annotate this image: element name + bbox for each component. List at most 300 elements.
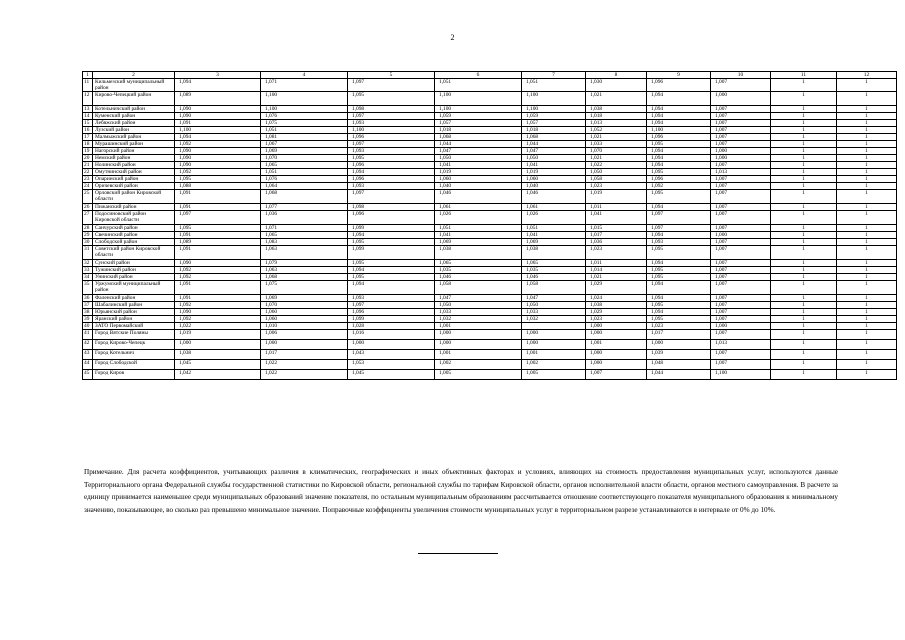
- table-row: [83, 330, 897, 340]
- separator-line: [418, 553, 498, 554]
- coefficient-cell: 1,046: [435, 190, 522, 204]
- coefficient-cell: 1,064: [261, 183, 348, 190]
- coefficient-cell: 1,070: [261, 155, 348, 162]
- coefficient-cell: 1,095: [647, 169, 711, 176]
- row-number-cell: 16: [83, 127, 93, 134]
- coefficient-cell: 1,057: [522, 120, 586, 127]
- coefficient-cell: 1: [771, 225, 837, 232]
- district-name-cell: Тужинский район: [93, 267, 175, 274]
- coefficient-cell: 1,052: [586, 127, 647, 134]
- coefficient-cell: 1,005: [522, 370, 586, 380]
- coefficient-cell: 1,007: [586, 370, 647, 380]
- coefficient-cell: 1,060: [522, 176, 586, 183]
- coefficient-cell: 1,095: [348, 239, 435, 246]
- coefficient-cell: 1,000: [711, 148, 771, 155]
- coefficient-cell: 1,007: [711, 211, 771, 225]
- coefficient-cell: 1: [837, 79, 897, 92]
- header-cell: 8: [586, 72, 647, 79]
- header-cell: 2: [93, 72, 175, 79]
- coefficient-cell: 1,043: [348, 350, 435, 360]
- coefficient-cell: 1,001: [435, 323, 522, 330]
- coefficient-cell: 1,061: [522, 204, 586, 211]
- district-name-cell: Уржумский муниципальный район: [93, 281, 175, 295]
- table-row: [83, 176, 897, 183]
- coefficient-cell: 1,090: [175, 148, 261, 155]
- table-body: [83, 72, 897, 380]
- coefficient-cell: 1,000: [522, 330, 586, 340]
- coefficient-cell: 1: [771, 113, 837, 120]
- coefficient-cell: 1,094: [647, 120, 711, 127]
- coefficient-cell: 1,007: [711, 204, 771, 211]
- coefficient-cell: 1,097: [647, 211, 711, 225]
- coefficient-cell: 1,044: [522, 141, 586, 148]
- coefficient-cell: 1,095: [647, 141, 711, 148]
- coefficient-cell: 1,058: [586, 176, 647, 183]
- district-name-cell: Свечинский район: [93, 232, 175, 239]
- coefficient-cell: 1,050: [586, 169, 647, 176]
- coefficient-cell: 1: [837, 239, 897, 246]
- district-name-cell: Лузский район: [93, 127, 175, 134]
- table-row: [83, 316, 897, 323]
- coefficient-cell: 1,095: [647, 302, 711, 309]
- coefficient-cell: 1,019: [586, 190, 647, 204]
- coefficient-cell: 1,075: [261, 281, 348, 295]
- coefficient-cell: 1: [771, 302, 837, 309]
- coefficient-cell: 1,047: [435, 148, 522, 155]
- row-number-cell: 20: [83, 155, 93, 162]
- coefficient-cell: 1: [771, 169, 837, 176]
- coefficient-cell: 1,045: [348, 370, 435, 380]
- coefficient-cell: 1,057: [435, 120, 522, 127]
- table-row: [83, 281, 897, 295]
- coefficient-cell: 1,077: [261, 204, 348, 211]
- coefficient-cell: 1,007: [711, 281, 771, 295]
- coefficient-cell: 1,063: [261, 246, 348, 260]
- coefficient-cell: 1,021: [586, 155, 647, 162]
- coefficient-cell: 1,068: [261, 274, 348, 281]
- coefficient-cell: 1: [837, 204, 897, 211]
- coefficient-cell: 1,000: [711, 232, 771, 239]
- coefficient-cell: 1,076: [261, 113, 348, 120]
- row-number-cell: 18: [83, 141, 93, 148]
- coefficient-cell: 1: [771, 183, 837, 190]
- coefficient-cell: 1,026: [522, 211, 586, 225]
- district-name-cell: Унинский район: [93, 274, 175, 281]
- row-number-cell: 19: [83, 148, 93, 155]
- coefficient-cell: 1: [771, 330, 837, 340]
- coefficient-cell: 1,092: [175, 141, 261, 148]
- coefficient-cell: 1,002: [435, 360, 522, 370]
- table-row: [83, 155, 897, 162]
- table-row: [83, 148, 897, 155]
- coefficient-cell: 1,007: [711, 309, 771, 316]
- header-cell: 6: [435, 72, 522, 79]
- coefficient-cell: 1,097: [348, 79, 435, 92]
- table-row: [83, 267, 897, 274]
- coefficient-cell: 1: [771, 92, 837, 106]
- coefficient-cell: 1,007: [711, 274, 771, 281]
- coefficient-cell: 1,100: [261, 106, 348, 113]
- row-number-cell: 42: [83, 340, 93, 350]
- coefficient-cell: 1,094: [175, 134, 261, 141]
- coefficient-cell: 1,094: [647, 162, 711, 169]
- coefficient-cell: 1,098: [348, 204, 435, 211]
- coefficient-cell: 1: [771, 340, 837, 350]
- coefficient-cell: 1,050: [435, 155, 522, 162]
- district-name-cell: Лебяжский район: [93, 120, 175, 127]
- coefficient-cell: 1,007: [711, 162, 771, 169]
- coefficient-cell: 1,007: [711, 113, 771, 120]
- coefficient-cell: 1,092: [175, 302, 261, 309]
- coefficient-cell: 1,044: [647, 370, 711, 380]
- coefficient-cell: 1,090: [175, 113, 261, 120]
- coefficient-cell: 1: [837, 162, 897, 169]
- coefficient-cell: 1,051: [261, 169, 348, 176]
- coefficient-cell: 1,053: [348, 360, 435, 370]
- row-number-cell: 22: [83, 169, 93, 176]
- coefficient-cell: 1,000: [261, 340, 348, 350]
- row-number-cell: 27: [83, 211, 93, 225]
- coefficient-cell: 1,095: [647, 190, 711, 204]
- row-number-cell: 39: [83, 316, 93, 323]
- coefficient-cell: 1,019: [522, 169, 586, 176]
- table-row: [83, 295, 897, 302]
- table-row: [83, 360, 897, 370]
- coefficient-cell: 1,094: [175, 79, 261, 92]
- coefficient-cell: 1: [771, 246, 837, 260]
- coefficient-cell: 1,091: [175, 190, 261, 204]
- coefficient-cell: 1,000: [435, 340, 522, 350]
- coefficient-cell: 1,005: [435, 370, 522, 380]
- coefficient-cell: 1,097: [348, 190, 435, 204]
- row-number-cell: 43: [83, 350, 93, 360]
- coefficient-cell: 1,035: [435, 267, 522, 274]
- table-row: [83, 232, 897, 239]
- coefficient-cell: 1,007: [711, 350, 771, 360]
- table-row: [83, 190, 897, 204]
- coefficient-cell: 1: [837, 260, 897, 267]
- district-name-cell: Малмыжский район: [93, 134, 175, 141]
- row-number-cell: 12: [83, 92, 93, 106]
- coefficient-cell: 1,088: [175, 183, 261, 190]
- coefficient-cell: 1,007: [711, 246, 771, 260]
- coefficient-cell: 1,047: [435, 295, 522, 302]
- coefficient-cell: 1,091: [175, 120, 261, 127]
- coefficient-cell: 1,038: [586, 302, 647, 309]
- table-row: [83, 309, 897, 316]
- coefficient-cell: 1,038: [175, 350, 261, 360]
- district-name-cell: Котельничский район: [93, 106, 175, 113]
- coefficient-cell: 1: [771, 239, 837, 246]
- coefficient-cell: 1: [837, 246, 897, 260]
- row-number-cell: 41: [83, 330, 93, 340]
- coefficient-cell: 1,069: [261, 295, 348, 302]
- row-number-cell: 13: [83, 106, 93, 113]
- coefficient-cell: 1,038: [435, 246, 522, 260]
- district-name-cell: Опаринский район: [93, 176, 175, 183]
- header-cell: 5: [348, 72, 435, 79]
- coefficient-cell: 1,095: [647, 274, 711, 281]
- coefficient-cell: 1,013: [711, 169, 771, 176]
- coefficient-cell: 1,007: [711, 360, 771, 370]
- coefficient-cell: 1,018: [586, 113, 647, 120]
- coefficient-cell: 1,017: [586, 232, 647, 239]
- coefficient-cell: 1,007: [711, 141, 771, 148]
- row-number-cell: 29: [83, 232, 93, 239]
- coefficient-cell: 1,050: [522, 155, 586, 162]
- coefficient-cell: 1,095: [348, 260, 435, 267]
- coefficient-cell: 1,000: [586, 323, 647, 330]
- coefficient-cell: 1,019: [175, 330, 261, 340]
- coefficient-cell: 1,002: [522, 360, 586, 370]
- coefficient-cell: 1,094: [647, 148, 711, 155]
- coefficient-cell: 1,000: [586, 350, 647, 360]
- coefficient-cell: 1,013: [711, 340, 771, 350]
- coefficient-cell: 1: [771, 127, 837, 134]
- coefficient-cell: 1,093: [348, 183, 435, 190]
- coefficient-cell: 1: [771, 260, 837, 267]
- row-number-cell: 24: [83, 183, 93, 190]
- coefficient-cell: 1,061: [435, 204, 522, 211]
- coefficient-cell: 1,033: [435, 309, 522, 316]
- table-row: [83, 260, 897, 267]
- coefficient-cell: 1: [771, 79, 837, 92]
- table-row: [83, 302, 897, 309]
- coefficient-cell: 1,100: [647, 127, 711, 134]
- coefficient-cell: 1,007: [711, 134, 771, 141]
- coefficient-cell: 1,036: [586, 239, 647, 246]
- coefficient-cell: 1,100: [522, 92, 586, 106]
- coefficient-cell: 1,000: [711, 92, 771, 106]
- coefficient-cell: 1: [771, 281, 837, 295]
- district-name-cell: Мурашинский район: [93, 141, 175, 148]
- coefficient-cell: 1,036: [261, 211, 348, 225]
- row-number-cell: 40: [83, 323, 93, 330]
- table-row: [83, 113, 897, 120]
- coefficient-cell: 1: [771, 190, 837, 204]
- table-row: [83, 370, 897, 380]
- district-name-cell: Подосиновский район Кировской области: [93, 211, 175, 225]
- coefficient-cell: 1,007: [711, 225, 771, 232]
- coefficient-cell: 1,058: [435, 281, 522, 295]
- coefficient-cell: 1,022: [261, 360, 348, 370]
- coefficient-cell: 1: [837, 267, 897, 274]
- table-row: [83, 169, 897, 176]
- coefficient-cell: 1,094: [647, 281, 711, 295]
- coefficient-cell: 1,032: [522, 316, 586, 323]
- page-number: 2: [450, 33, 455, 42]
- coefficient-cell: 1,044: [435, 141, 522, 148]
- row-number-cell: 45: [83, 370, 93, 380]
- coefficient-cell: 1: [771, 134, 837, 141]
- table-header-row: [83, 72, 897, 79]
- coefficient-cell: 1,051: [522, 225, 586, 232]
- table-row: [83, 92, 897, 106]
- row-number-cell: 23: [83, 176, 93, 183]
- coefficient-cell: 1: [837, 148, 897, 155]
- row-number-cell: 36: [83, 295, 93, 302]
- coefficient-cell: 1: [837, 360, 897, 370]
- coefficient-cell: 1,094: [647, 309, 711, 316]
- coefficient-cell: 1,028: [348, 323, 435, 330]
- coefficient-cell: 1,089: [175, 92, 261, 106]
- coefficient-cell: 1,011: [586, 204, 647, 211]
- coefficient-cell: 1,007: [711, 79, 771, 92]
- coefficient-cell: 1,046: [522, 190, 586, 204]
- coefficient-cell: 1,041: [586, 211, 647, 225]
- coefficient-cell: 1,019: [435, 169, 522, 176]
- coefficient-cell: 1,097: [348, 113, 435, 120]
- coefficient-cell: 1,024: [586, 295, 647, 302]
- coefficient-cell: 1,092: [175, 316, 261, 323]
- row-number-cell: 28: [83, 225, 93, 232]
- coefficient-cell: 1,097: [175, 211, 261, 225]
- coefficient-cell: 1: [837, 169, 897, 176]
- coefficient-cell: [522, 323, 586, 330]
- coefficient-cell: 1,001: [586, 340, 647, 350]
- district-name-cell: Нолинский район: [93, 162, 175, 169]
- coefficient-cell: 1,047: [522, 295, 586, 302]
- coefficient-cell: 1: [771, 106, 837, 113]
- coefficient-cell: 1,000: [711, 323, 771, 330]
- coefficient-cell: 1,059: [522, 113, 586, 120]
- coefficient-cell: 1,000: [711, 155, 771, 162]
- coefficient-cell: 1,094: [647, 92, 711, 106]
- coefficient-cell: 1,063: [261, 267, 348, 274]
- coefficient-cell: 1,017: [647, 330, 711, 340]
- coefficient-cell: 1,060: [261, 309, 348, 316]
- coefficient-cell: 1,099: [348, 316, 435, 323]
- table-row: [83, 141, 897, 148]
- coefficient-cell: 1: [771, 295, 837, 302]
- coefficient-cell: 1,092: [175, 267, 261, 274]
- coefficient-cell: 1,097: [647, 225, 711, 232]
- coefficient-cell: 1,095: [348, 92, 435, 106]
- district-name-cell: Кильмезский муниципальный район: [93, 79, 175, 92]
- coefficient-cell: 1,096: [647, 134, 711, 141]
- coefficient-cell: 1,092: [175, 169, 261, 176]
- coefficient-cell: 1,000: [348, 340, 435, 350]
- coefficient-cell: 1,076: [261, 176, 348, 183]
- coefficient-cell: 1: [771, 350, 837, 360]
- coefficient-cell: 1: [837, 127, 897, 134]
- coefficient-cell: 1: [771, 204, 837, 211]
- coefficient-cell: 1,093: [348, 120, 435, 127]
- coefficient-cell: 1,096: [348, 211, 435, 225]
- table-row: [83, 204, 897, 211]
- coefficient-cell: 1,000: [586, 330, 647, 340]
- district-name-cell: Куменский район: [93, 113, 175, 120]
- coefficient-cell: 1,007: [711, 267, 771, 274]
- row-number-cell: 14: [83, 113, 93, 120]
- coefficient-cell: 1,006: [261, 330, 348, 340]
- coefficient-cell: 1,023: [586, 183, 647, 190]
- coefficient-cell: 1,099: [348, 225, 435, 232]
- coefficient-cell: 1,029: [586, 309, 647, 316]
- coefficient-cell: 1,096: [647, 176, 711, 183]
- coefficient-cell: 1,100: [435, 106, 522, 113]
- district-name-cell: Город Слободской: [93, 360, 175, 370]
- district-name-cell: Немский район: [93, 155, 175, 162]
- coefficient-cell: 1,096: [348, 162, 435, 169]
- coefficient-cell: 1,093: [647, 239, 711, 246]
- row-number-cell: 30: [83, 239, 93, 246]
- coefficient-cell: 1,094: [647, 204, 711, 211]
- coefficient-cell: 1,094: [647, 232, 711, 239]
- coefficient-cell: 1,011: [586, 260, 647, 267]
- district-name-cell: Оричевский район: [93, 183, 175, 190]
- row-number-cell: 11: [83, 79, 93, 92]
- coefficient-cell: 1,041: [435, 232, 522, 239]
- coefficient-cell: 1,096: [348, 176, 435, 183]
- coefficient-cell: 1,094: [647, 295, 711, 302]
- row-number-cell: 21: [83, 162, 93, 169]
- coefficient-cell: 1,092: [647, 183, 711, 190]
- coefficient-cell: 1,068: [522, 134, 586, 141]
- coefficient-cell: 1,050: [435, 302, 522, 309]
- coefficient-cell: 1,097: [348, 302, 435, 309]
- coefficient-cell: 1,007: [711, 260, 771, 267]
- coefficient-cell: 1,023: [586, 316, 647, 323]
- coefficient-cell: 1: [837, 183, 897, 190]
- row-number-cell: 34: [83, 274, 93, 281]
- coefficient-cell: 1,040: [435, 183, 522, 190]
- coefficient-cell: 1: [771, 141, 837, 148]
- coefficient-cell: 1,095: [647, 316, 711, 323]
- coefficient-cell: 1: [837, 302, 897, 309]
- header-cell: 11: [771, 72, 837, 79]
- coefficient-cell: 1,096: [348, 134, 435, 141]
- coefficient-cell: 1,090: [175, 106, 261, 113]
- coefficient-cell: 1,092: [175, 274, 261, 281]
- coefficient-cell: 1,090: [175, 155, 261, 162]
- coefficient-cell: 1,096: [348, 309, 435, 316]
- coefficient-cell: 1,094: [348, 169, 435, 176]
- coefficient-cell: 1: [837, 340, 897, 350]
- coefficient-cell: 1: [837, 155, 897, 162]
- coefficient-cell: 1,023: [586, 246, 647, 260]
- coefficient-cell: 1,099: [348, 246, 435, 260]
- coefficient-cell: 1,045: [175, 360, 261, 370]
- coefficient-cell: 1,040: [522, 183, 586, 190]
- table-row: [83, 246, 897, 260]
- coefficient-cell: 1,010: [261, 323, 348, 330]
- coefficient-cell: 1,094: [647, 155, 711, 162]
- coefficient-cell: 1: [771, 155, 837, 162]
- coefficient-cell: 1,097: [348, 141, 435, 148]
- coefficient-cell: 1: [837, 350, 897, 360]
- header-cell: 7: [522, 72, 586, 79]
- district-name-cell: Шабалинский район: [93, 302, 175, 309]
- row-number-cell: 37: [83, 302, 93, 309]
- coefficient-cell: 1,065: [261, 232, 348, 239]
- table-row: [83, 323, 897, 330]
- district-name-cell: Кирово-Чепецкий район: [93, 92, 175, 106]
- coefficient-cell: 1,007: [711, 190, 771, 204]
- coefficient-cell: 1,022: [261, 370, 348, 380]
- header-cell: 10: [711, 72, 771, 79]
- coefficient-cell: 1,058: [522, 281, 586, 295]
- district-name-cell: Советский район Кировской области: [93, 246, 175, 260]
- table-row: [83, 350, 897, 360]
- coefficient-cell: 1,030: [586, 79, 647, 92]
- coefficient-cell: 1,038: [586, 106, 647, 113]
- coefficient-cell: 1: [771, 232, 837, 239]
- coefficient-cell: 1,048: [647, 360, 711, 370]
- coefficient-cell: 1,095: [647, 246, 711, 260]
- coefficient-cell: 1: [837, 113, 897, 120]
- coefficient-cell: 1: [771, 316, 837, 323]
